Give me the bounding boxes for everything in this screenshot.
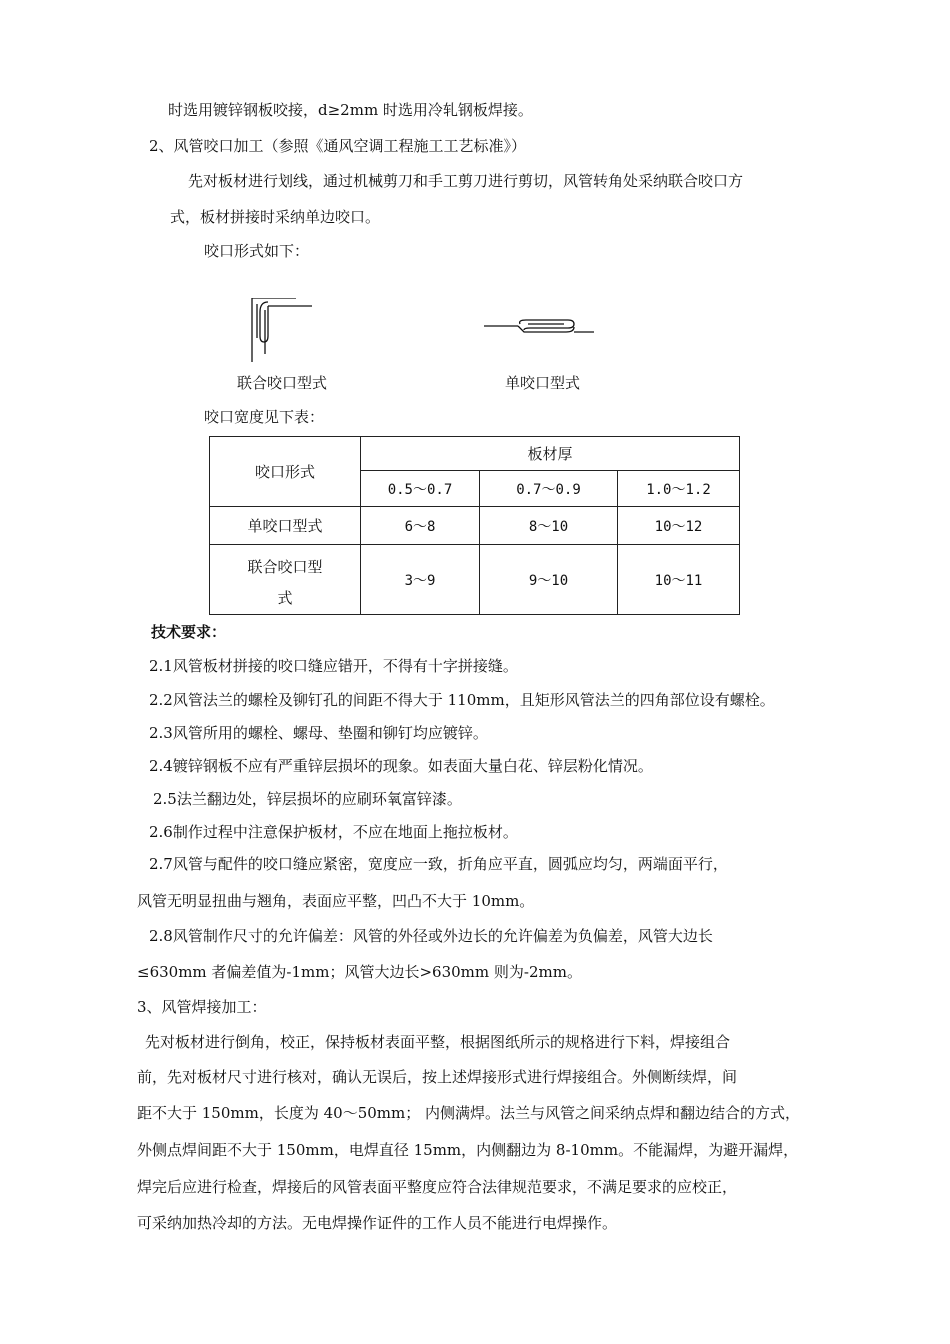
row-label: 单咬口型式 bbox=[210, 507, 361, 545]
paragraph-line: 时选用镀锌钢板咬接，d≥2mm 时选用冷轧钢板焊接。 bbox=[168, 101, 533, 119]
table-header-form: 咬口形式 bbox=[210, 437, 361, 507]
paragraph-line: 先对板材进行划线，通过机械剪刀和手工剪刀进行剪切，风管转角处采纳联合咬口方 bbox=[188, 172, 744, 190]
table-cell: 8～10 bbox=[480, 507, 618, 545]
table-cell: 10～12 bbox=[618, 507, 740, 545]
thickness-range: 0.5～0.7 bbox=[361, 471, 480, 507]
tech-item: 2.5法兰翻边处，锌层损坏的应刷环氧富锌漆。 bbox=[153, 790, 462, 808]
thickness-range: 0.7～0.9 bbox=[480, 471, 618, 507]
seam-width-table bbox=[209, 436, 740, 615]
tech-item: 2.8风管制作尺寸的允许偏差：风管的外径或外边长的允许偏差为负偏差，风管大边长 bbox=[149, 927, 713, 945]
section-2-heading: 2、风管咬口加工（参照《通风空调工程施工工艺标准》） bbox=[149, 137, 527, 155]
table-cell: 10～11 bbox=[618, 545, 740, 615]
row-label bbox=[210, 545, 361, 615]
tech-item: 2.2风管法兰的螺栓及铆钉孔的间距不得大于 110mm，且矩形风管法兰的四角部位设有螺栓。 bbox=[149, 691, 775, 709]
paragraph-line: 距不大于 150mm，长度为 40～50mm； 内侧满焊。法兰与风管之间采纳点焊和翻边结合的方式， bbox=[137, 1104, 801, 1122]
single-seam-caption: 单咬口型式 bbox=[505, 374, 581, 392]
seam-forms-intro: 咬口形式如下： bbox=[204, 242, 310, 260]
tech-item: 风管无明显扭曲与翘角，表面应平整，凹凸不大于 10mm。 bbox=[137, 892, 535, 910]
paragraph-line: 外侧点焊间距不大于 150mm，电焊直径 15mm，内侧翻边为 8-10mm。不能漏焊，为避开漏焊， bbox=[137, 1141, 799, 1159]
thickness-range: 1.0～1.2 bbox=[618, 471, 740, 507]
table-cell: 9～10 bbox=[480, 545, 618, 615]
combined-seam-figure bbox=[244, 298, 316, 368]
width-table-intro: 咬口宽度见下表： bbox=[204, 408, 325, 426]
table-row bbox=[210, 545, 740, 615]
tech-item: 2.4镀锌钢板不应有严重锌层损坏的现象。如表面大量白花、锌层粉化情况。 bbox=[149, 757, 653, 775]
table-header-thickness: 板材厚 bbox=[361, 437, 740, 471]
row-label-line: 联合咬口型 bbox=[247, 557, 323, 576]
single-seam-figure bbox=[484, 318, 596, 340]
paragraph-line: 焊完后应进行检查，焊接后的风管表面平整度应符合法律规范要求，不满足要求的应校正， bbox=[137, 1178, 738, 1196]
paragraph-line: 前，先对板材尺寸进行核对，确认无误后，按上述焊接形式进行焊接组合。外侧断续焊，间 bbox=[137, 1068, 738, 1086]
tech-item: ≤630mm 者偏差值为-1mm；风管大边长>630mm 则为-2mm。 bbox=[137, 963, 582, 981]
section-3-heading: 3、风管焊接加工： bbox=[137, 998, 267, 1016]
paragraph-line: 式，板材拼接时采纳单边咬口。 bbox=[170, 208, 381, 226]
row-label-line: 式 bbox=[277, 588, 293, 607]
table-row bbox=[210, 507, 740, 545]
tech-heading: 技术要求： bbox=[151, 623, 227, 641]
tech-item: 2.7风管与配件的咬口缝应紧密，宽度应一致，折角应平直，圆弧应均匀，两端面平行， bbox=[149, 855, 728, 873]
table-cell: 3～9 bbox=[361, 545, 480, 615]
combined-seam-caption: 联合咬口型式 bbox=[237, 374, 328, 392]
paragraph-line: 可采纳加热冷却的方法。无电焊操作证件的工作人员不能进行电焊操作。 bbox=[137, 1214, 618, 1232]
tech-item: 2.1风管板材拼接的咬口缝应错开，不得有十字拼接缝。 bbox=[149, 657, 518, 675]
paragraph-line: 先对板材进行倒角，校正，保持板材表面平整，根据图纸所示的规格进行下料，焊接组合 bbox=[145, 1033, 731, 1051]
tech-item: 2.3风管所用的螺栓、螺母、垫圈和铆钉均应镀锌。 bbox=[149, 724, 488, 742]
table-cell: 6～8 bbox=[361, 507, 480, 545]
tech-item: 2.6制作过程中注意保护板材，不应在地面上拖拉板材。 bbox=[149, 823, 518, 841]
